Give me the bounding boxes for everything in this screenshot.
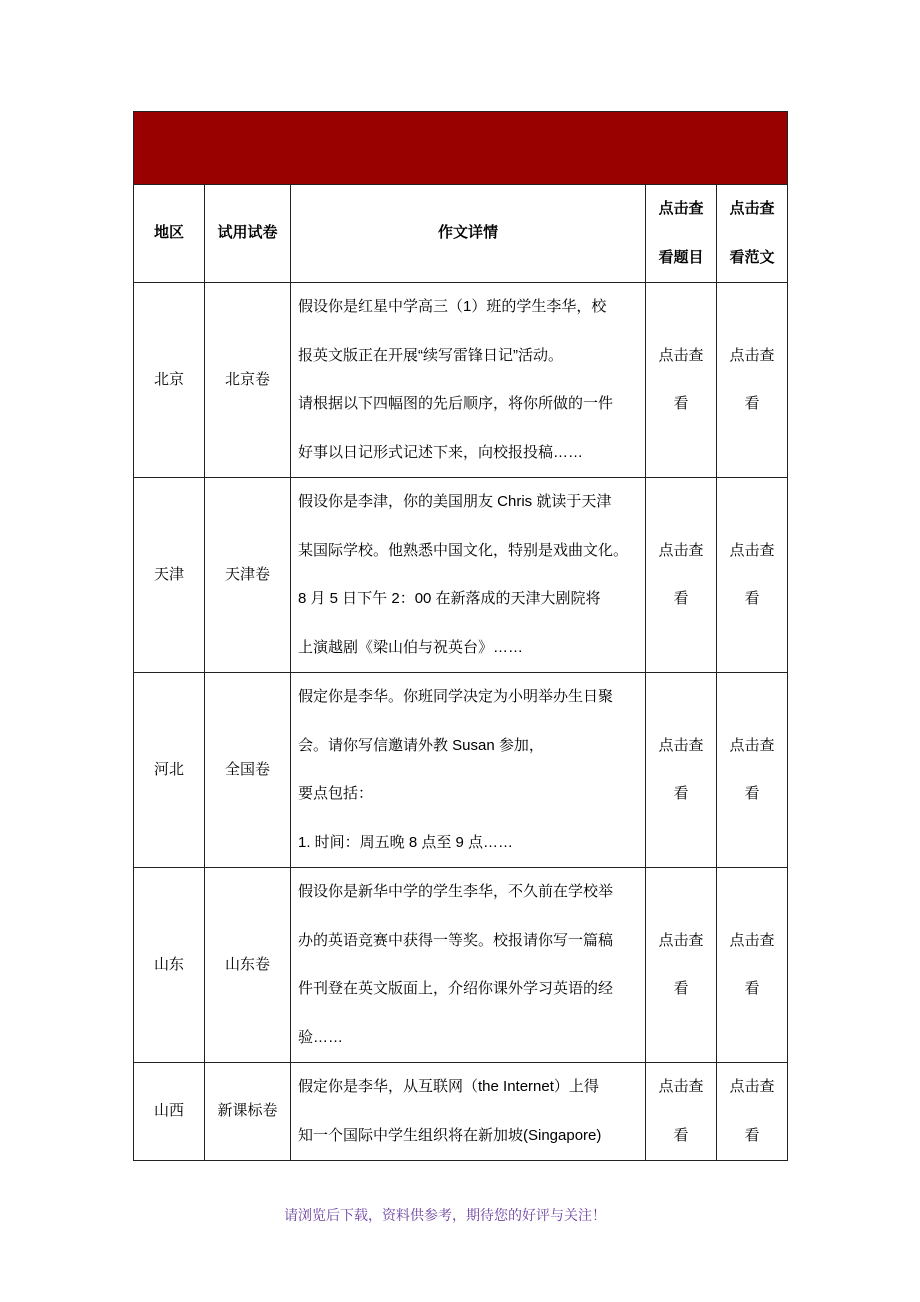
details-line: 假设你是李津，你的美国朋友 Chris 就读于天津 xyxy=(298,493,612,510)
view-question-link[interactable]: 看 xyxy=(673,1126,689,1144)
view-sample-link[interactable]: 看 xyxy=(744,785,760,802)
view-question-cell[interactable] xyxy=(646,673,717,868)
header-view-question xyxy=(646,185,717,283)
view-sample-cell[interactable] xyxy=(717,283,788,478)
details-cell xyxy=(291,673,646,868)
header-region: 地区 xyxy=(134,185,205,283)
view-question-link[interactable]: 看 xyxy=(673,395,689,412)
details-line: 知一个国际中学生组织将在新加坡(Singapore) xyxy=(298,1126,602,1144)
view-question-link[interactable]: 点击查 xyxy=(658,1078,704,1095)
paper-cell: 北京卷 xyxy=(205,283,291,478)
view-question-cell[interactable] xyxy=(646,868,717,1063)
header-details: 作文详情 xyxy=(291,185,646,283)
table-row xyxy=(134,283,788,478)
header-view-sample xyxy=(717,185,788,283)
table-banner xyxy=(134,112,788,185)
view-sample-link[interactable]: 点击查 xyxy=(729,931,775,949)
details-cell xyxy=(291,283,646,478)
view-question-cell[interactable] xyxy=(646,283,717,478)
details-line: 好事以日记形式记述下来，向校报投稿…… xyxy=(298,443,584,461)
details-line: 要点包括： xyxy=(298,785,374,802)
header-line: 看题目 xyxy=(658,248,704,266)
view-sample-link[interactable]: 看 xyxy=(744,980,760,997)
details-line: 验…… xyxy=(298,1028,344,1046)
view-question-link[interactable]: 看 xyxy=(673,590,689,607)
view-question-link[interactable]: 点击查 xyxy=(658,931,704,949)
paper-cell: 天津卷 xyxy=(205,478,291,673)
details-line: 假设你是新华中学的学生李华，不久前在学校举 xyxy=(298,883,614,900)
region-cell: 天津 xyxy=(134,478,205,673)
banner-cell xyxy=(134,112,788,185)
view-question-link[interactable]: 点击查 xyxy=(658,541,704,559)
view-sample-cell[interactable] xyxy=(717,673,788,868)
paper-cell: 全国卷 xyxy=(205,673,291,868)
table-row xyxy=(134,1063,788,1161)
details-line: 假设你是红星中学高三（1）班的学生李华，校 xyxy=(298,298,607,315)
view-question-cell[interactable] xyxy=(646,478,717,673)
details-cell xyxy=(291,478,646,673)
header-line: 看范文 xyxy=(729,248,775,266)
region-cell: 山东 xyxy=(134,868,205,1063)
view-sample-link[interactable]: 看 xyxy=(744,590,760,607)
header-line: 点击查 xyxy=(729,200,775,217)
view-question-link[interactable]: 点击查 xyxy=(658,736,704,754)
details-line: 假定你是李华，从互联网（the Internet）上得 xyxy=(298,1078,599,1095)
table-header xyxy=(134,185,788,283)
table-row xyxy=(134,868,788,1063)
view-sample-link[interactable]: 点击查 xyxy=(729,736,775,754)
view-question-link[interactable]: 看 xyxy=(673,980,689,997)
paper-cell: 山东卷 xyxy=(205,868,291,1063)
view-sample-link[interactable]: 点击查 xyxy=(729,346,775,364)
details-line: 会。请你写信邀请外教 Susan 参加， xyxy=(298,736,544,754)
details-line: 办的英语竞赛中获得一等奖。校报请你写一篇稿 xyxy=(298,931,614,949)
footer-note: 请浏览后下载，资料供参考，期待您的好评与关注！ xyxy=(284,1208,606,1224)
details-line: 1. 时间：周五晚 8 点至 9 点…… xyxy=(298,833,514,851)
view-sample-link[interactable]: 看 xyxy=(744,395,760,412)
details-cell xyxy=(291,1063,646,1161)
details-line: 假定你是李华。你班同学决定为小明举办生日聚 xyxy=(298,688,614,705)
view-sample-cell[interactable] xyxy=(717,1063,788,1161)
essay-table xyxy=(133,111,788,1161)
view-question-link[interactable]: 点击查 xyxy=(658,346,704,364)
view-sample-cell[interactable] xyxy=(717,868,788,1063)
details-line: 上演越剧《梁山伯与祝英台》…… xyxy=(298,638,524,656)
view-sample-link[interactable]: 点击查 xyxy=(729,541,775,559)
region-cell: 北京 xyxy=(134,283,205,478)
header-paper: 试用试卷 xyxy=(205,185,291,283)
region-cell: 山西 xyxy=(134,1063,205,1161)
paper-cell: 新课标卷 xyxy=(205,1063,291,1161)
details-line: 报英文版正在开展“续写雷锋日记”活动。 xyxy=(298,346,563,364)
region-cell: 河北 xyxy=(134,673,205,868)
details-line: 请根据以下四幅图的先后顺序，将你所做的一件 xyxy=(298,395,614,412)
view-sample-cell[interactable] xyxy=(717,478,788,673)
view-sample-link[interactable]: 点击查 xyxy=(729,1078,775,1095)
table-row xyxy=(134,673,788,868)
view-question-cell[interactable] xyxy=(646,1063,717,1161)
details-line: 某国际学校。他熟悉中国文化，特别是戏曲文化。 xyxy=(298,541,629,559)
details-line: 8 月 5 日下午 2：00 在新落成的天津大剧院将 xyxy=(298,590,601,607)
details-line: 件刊登在英文版面上，介绍你课外学习英语的经 xyxy=(298,980,614,997)
view-sample-link[interactable]: 看 xyxy=(744,1126,760,1144)
table-row xyxy=(134,478,788,673)
header-line: 点击查 xyxy=(658,200,704,217)
view-question-link[interactable]: 看 xyxy=(673,785,689,802)
details-cell xyxy=(291,868,646,1063)
